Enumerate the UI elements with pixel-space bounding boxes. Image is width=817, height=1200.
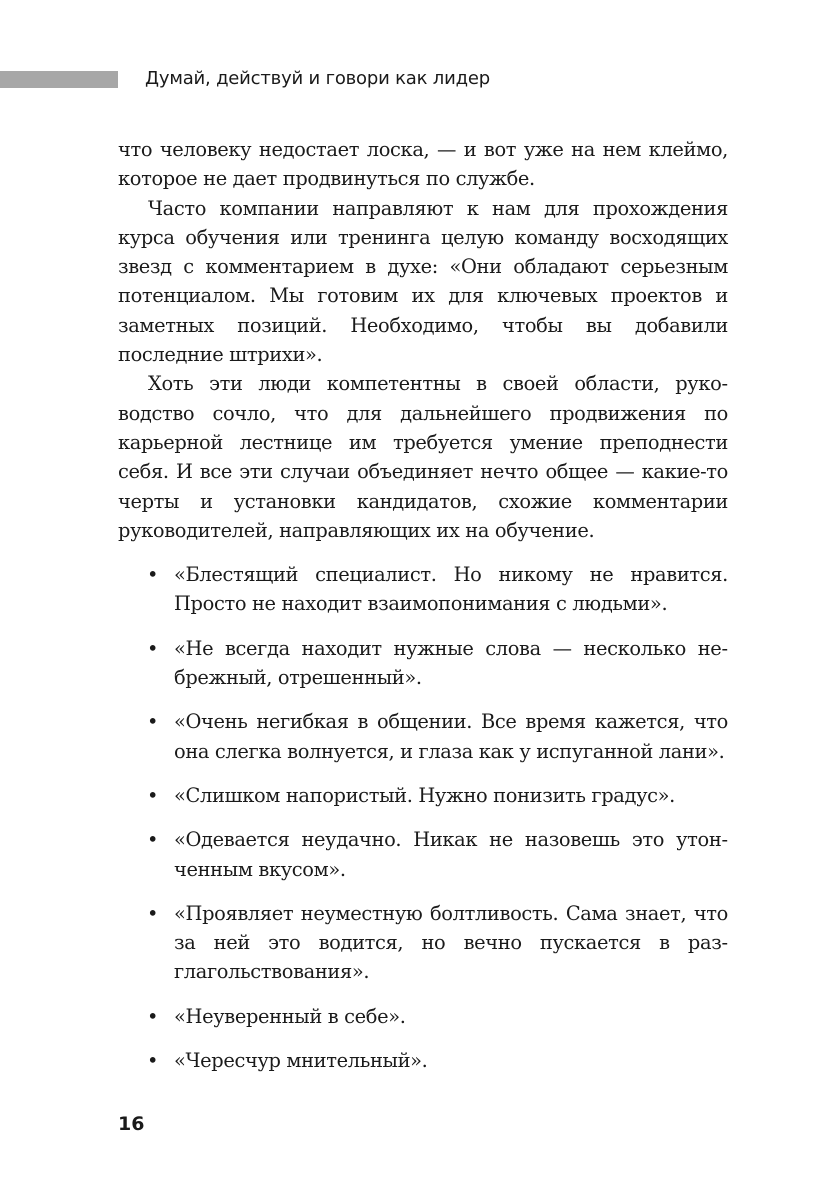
list-item <box>118 634 728 693</box>
bullet-icon: • <box>147 563 159 587</box>
header-accent-bar <box>0 71 118 88</box>
paragraph: Хоть эти люди компетентны в своей области, руководство сочло, что для дальнейшего продвижения по карьерной лестнице им требуется умение преподнести себя. И все эти случаи объединяет нечто общее — какие-то черты и установки кандидатов, схожие комментарии руководителей, направляющих их на обучение. <box>118 372 728 542</box>
bullet-icon: • <box>147 710 159 734</box>
bullet-icon: • <box>147 1049 159 1073</box>
bullet-icon: • <box>147 783 159 807</box>
list-item <box>118 1046 728 1075</box>
list-item-text: «Чересчур мнительный». <box>174 1049 428 1073</box>
list-item-text: «Одевается неудачно. Никак не назовешь это утонченным вкусом». <box>174 828 728 881</box>
bullet-icon: • <box>147 901 159 925</box>
page-number: 16 <box>118 1113 145 1135</box>
quote-list <box>118 560 728 1075</box>
list-item-text: «Проявляет неуместную болтливость. Сама знает, что за ней это водится, но вечно пускается в разглагольствования». <box>174 901 728 984</box>
list-item <box>118 781 728 810</box>
paragraph-continuation: что человеку недостает лоска, — и вот уже на нем клеймо, которое не дает продвинуться по службе. <box>118 138 728 191</box>
bullet-icon: • <box>147 828 159 852</box>
list-item-text: «Не всегда находит нужные слова — несколько небрежный, отрешенный». <box>174 636 728 690</box>
paragraph: Часто компании направляют к нам для прохождения курса обучения или тренинга целую команду восходящих звезд с комментарием в духе: «Они обладают серьезным потенциалом. Мы готовим их для ключевых проектов и заметных позиций. Необходимо, чтобы вы добавили последние штрихи». <box>118 196 728 367</box>
list-item <box>118 1002 728 1031</box>
bullet-icon: • <box>147 1004 159 1028</box>
list-item <box>118 825 728 884</box>
list-item-text: «Блестящий специалист. Но никому не нравится. Просто не находит взаимопонимания с людьми». <box>174 563 728 616</box>
list-item-text: «Слишком напористый. Нужно понизить градус». <box>174 783 675 807</box>
running-head-title: Думай, действуй и говори как лидер <box>145 68 490 89</box>
list-item-text: «Неуверенный в себе». <box>174 1004 406 1028</box>
list-item <box>118 899 728 987</box>
list-item <box>118 707 728 766</box>
list-item-text: «Очень негибкая в общении. Все время кажется, что она слегка волнуется, и глаза как у испуганной лани». <box>174 710 728 763</box>
bullet-icon: • <box>147 636 159 660</box>
list-item <box>118 560 728 619</box>
page-body <box>118 135 728 1090</box>
